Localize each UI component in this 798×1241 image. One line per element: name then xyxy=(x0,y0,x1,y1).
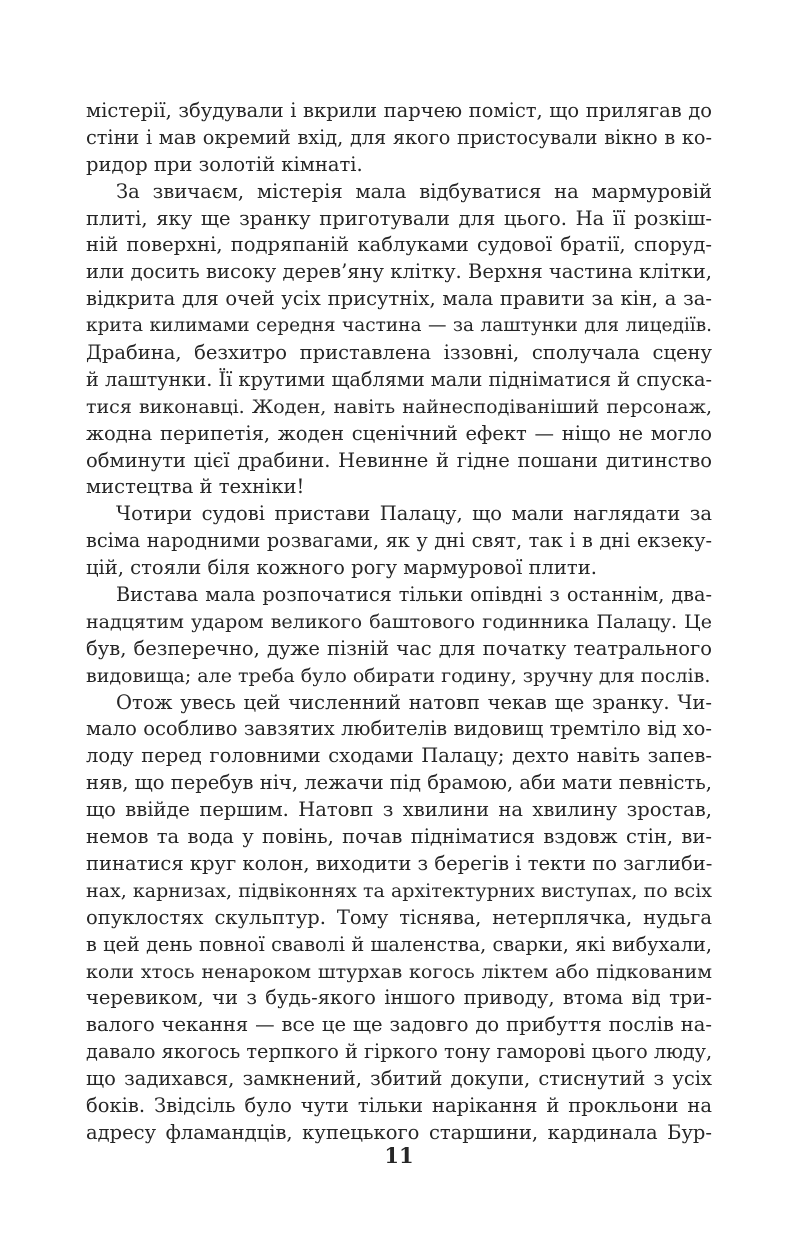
paragraph xyxy=(86,501,712,582)
text-line: няв, що перебув ніч, лежачи під брамою, аби мати певність, xyxy=(86,771,712,795)
text-line: или досить високу дерев’яну клітку. Верхня частина клітки, xyxy=(86,260,712,284)
text-line: немов та вода у повінь, почав підніматися вздовж стін, ви- xyxy=(86,825,712,849)
page-number: 11 xyxy=(384,1143,414,1168)
text-line: жодна перипетія, жоден сценічний ефект — ніщо не могло xyxy=(86,421,712,445)
text-line: й лаштунки. Її крутими щаблями мали підніматися й спуска- xyxy=(86,367,712,391)
text-line: адресу фламандців, купецького старшини, кардинала Бур- xyxy=(86,1120,712,1144)
text-line: Драбина, безхитро приставлена іззовні, сполучала сцену xyxy=(86,341,712,365)
text-line: ридор при золотій кімнаті. xyxy=(86,152,363,176)
text-line: містерії, збудували і вкрили парчею поміст, що прилягав до xyxy=(86,99,712,122)
text-line: За звичаєм, містерія мала відбуватися на мармуровій xyxy=(116,179,712,203)
text-line: крита килимами середня частина — за лаштунки для лицедіїв. xyxy=(86,315,712,337)
text-line: лоду перед головними сходами Палацу; дехто навіть запев- xyxy=(86,744,712,768)
text-line: стіни і мав окремий вхід, для якого пристосували вікно в ко- xyxy=(86,125,712,149)
paragraph xyxy=(86,690,712,1147)
text-line: ній поверхні, подряпаній каблуками судової братії, споруд- xyxy=(86,233,712,257)
text-line: всіма народними розвагами, як у дні свят, так і в дні екзеку- xyxy=(86,529,712,553)
text-line: опуклостях скульптур. Тому тіснява, нетерплячка, нудьга xyxy=(86,905,712,929)
text-line: видовища; але треба було обирати годину, зручну для послів. xyxy=(86,664,711,687)
text-line: в цей день повної сваволі й шаленства, сварки, які вибухали, xyxy=(86,932,712,956)
text-line: що задихався, замкнений, збитий докупи, стиснутий з усіх xyxy=(86,1067,712,1091)
text-line: коли хтось ненароком штурхав когось ліктем або підкованим xyxy=(86,960,712,983)
text-line: плиті, яку ще зранку приготували для цього. На її розкіш- xyxy=(86,206,712,230)
text-line: пинатися круг колон, виходити з берегів і текти по заглиби- xyxy=(86,851,713,875)
text-line: обминути цієї драбини. Невинне й гідне пошани дитинство xyxy=(86,448,712,472)
text-line: валого чекання — все це ще задовго до прибуття послів на- xyxy=(86,1013,712,1037)
paragraph xyxy=(86,98,712,179)
text-line: що ввійде першим. Натовп з хвилини на хвилину зростав, xyxy=(86,798,712,822)
text-line: відкрита для очей усіх присутніх, мала правити за кін, а за- xyxy=(86,287,712,311)
text-line: був, безперечно, дуже пізній час для початку театрального xyxy=(86,636,712,660)
text-line: Отож увесь цей численний натовп чекав ще зранку. Чи- xyxy=(116,690,712,714)
text-line: мало особливо завзятих любителів видовищ тремтіло від хо- xyxy=(86,717,712,741)
text-line: боків. Звідсіль було чути тільки нарікання й прокльони на xyxy=(86,1093,712,1117)
text-line: тися виконавці. Жоден, навіть найнесподіваніший персонаж, xyxy=(86,395,712,418)
text-line: надцятим ударом великого баштового годинника Палацу. Це xyxy=(86,610,712,633)
page-text xyxy=(86,98,712,1147)
text-line: цій, стояли біля кожного рогу мармурової плити. xyxy=(86,556,597,580)
text-line: давало якогось терпкого й гіркого тону гаморові цього люду, xyxy=(86,1040,713,1064)
text-line: черевиком, чи з будь-якого іншого приводу, втома від три- xyxy=(86,986,712,1010)
text-line: нах, карнизах, підвіконнях та архітектурних виступах, по всіх xyxy=(86,879,712,902)
paragraph xyxy=(86,179,712,502)
text-line: Чотири судові пристави Палацу, що мали наглядати за xyxy=(116,502,712,526)
text-line: Вистава мала розпочатися тільки опівдні з останнім, два- xyxy=(116,583,712,607)
paragraph xyxy=(86,582,712,690)
text-line: мистецтва й техніки! xyxy=(86,475,305,499)
